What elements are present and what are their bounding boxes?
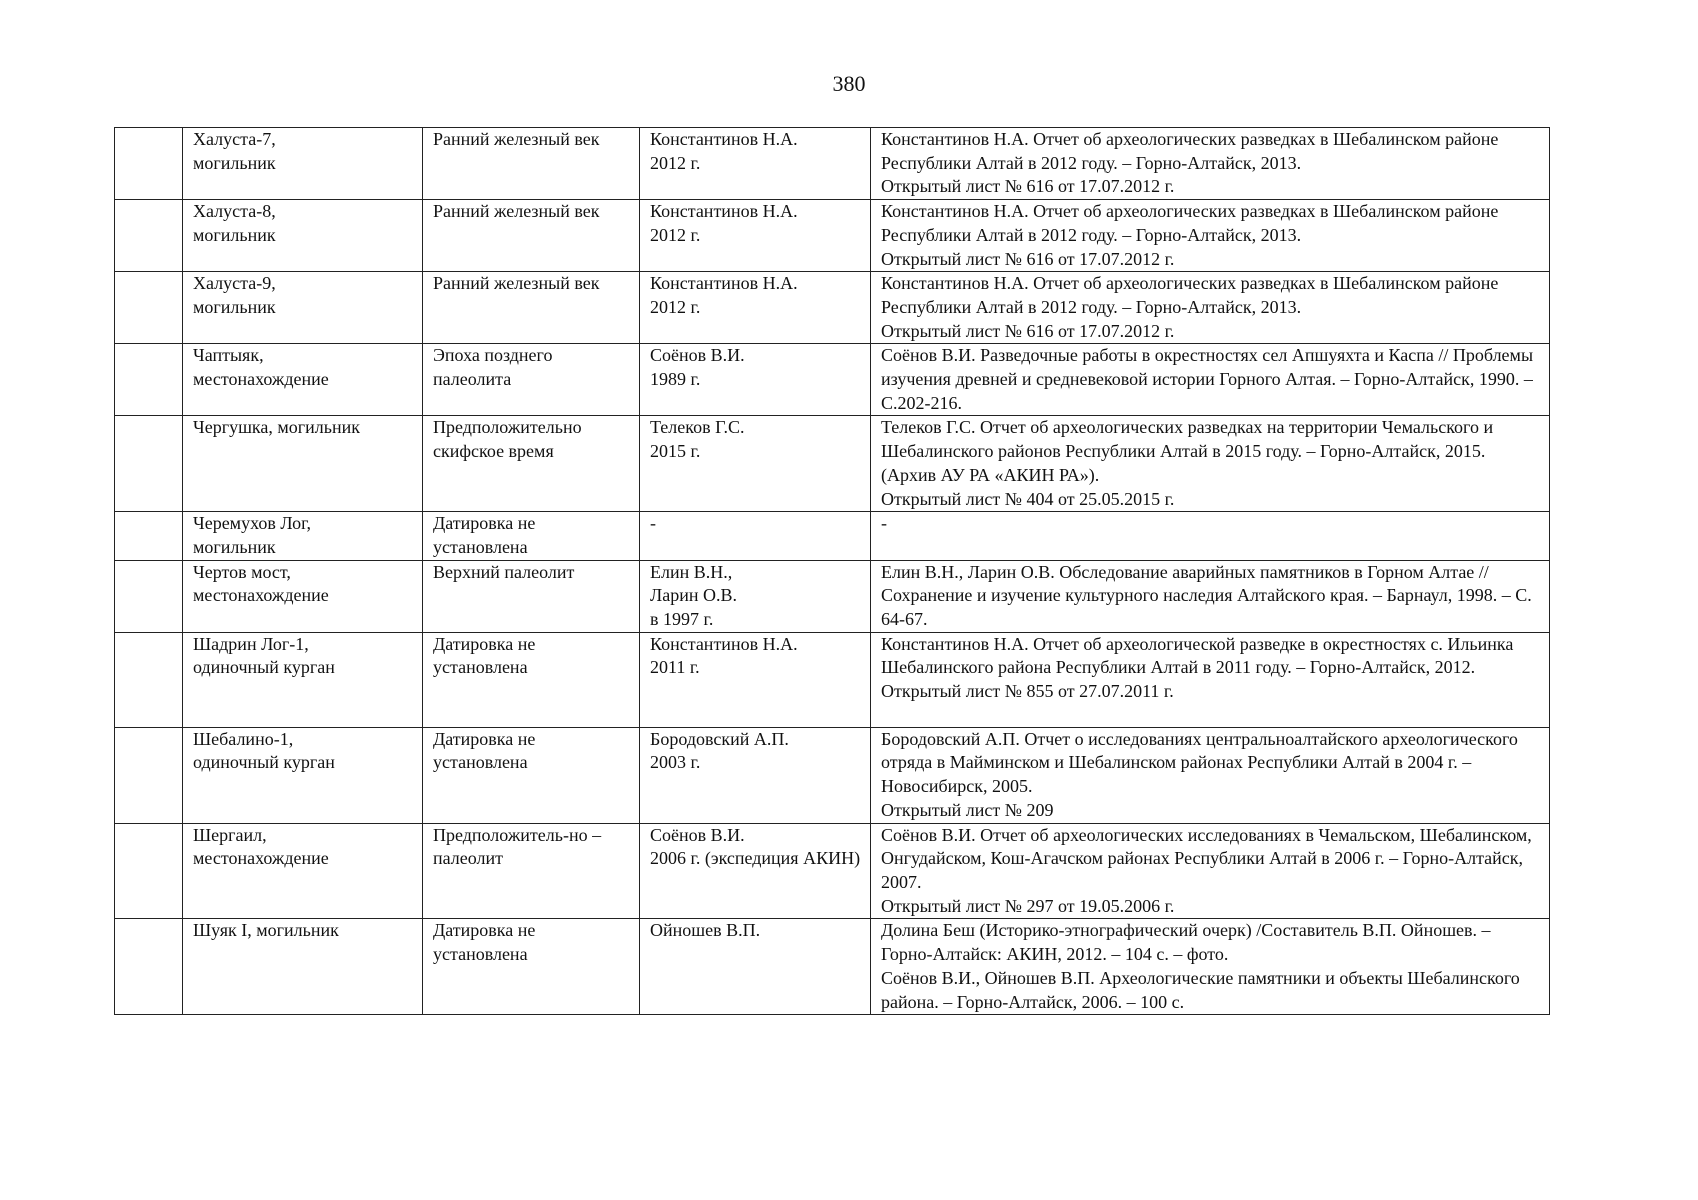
dating-cell: Эпоха позднего палеолита bbox=[423, 344, 640, 416]
row-number-cell bbox=[115, 560, 183, 632]
source-cell: Константинов Н.А. Отчет об археологических разведках в Шебалинском районе Республики Алтай в 2012 году. – Горно-Алтайск, 2013. Открытый лист № 616 от 17.07.2012 г. bbox=[871, 200, 1550, 272]
table-row bbox=[115, 416, 1550, 512]
row-number-cell bbox=[115, 344, 183, 416]
dating-cell: Датировка не установлена bbox=[423, 512, 640, 560]
table-row bbox=[115, 512, 1550, 560]
row-number-cell bbox=[115, 823, 183, 919]
monument-name-cell: Шергаил, местонахождение bbox=[183, 823, 423, 919]
monuments-table bbox=[114, 127, 1550, 1015]
table-row bbox=[115, 128, 1550, 200]
dating-cell: Датировка не установлена bbox=[423, 727, 640, 823]
row-number-cell bbox=[115, 919, 183, 1015]
researcher-cell: Константинов Н.А. 2012 г. bbox=[640, 128, 871, 200]
dating-cell: Предположитель-но – палеолит bbox=[423, 823, 640, 919]
table-row bbox=[115, 344, 1550, 416]
monument-name-cell: Чаптыяк, местонахождение bbox=[183, 344, 423, 416]
table-row bbox=[115, 823, 1550, 919]
researcher-cell: Бородовский А.П. 2003 г. bbox=[640, 727, 871, 823]
table-row bbox=[115, 560, 1550, 632]
researcher-cell: Константинов Н.А. 2012 г. bbox=[640, 200, 871, 272]
researcher-cell: Елин В.Н., Ларин О.В. в 1997 г. bbox=[640, 560, 871, 632]
monument-name-cell: Шебалино-1, одиночный курган bbox=[183, 727, 423, 823]
monument-name-cell: Шадрин Лог-1, одиночный курган bbox=[183, 632, 423, 727]
source-cell: Соёнов В.И. Отчет об археологических исследованиях в Чемальском, Шебалинском, Онгудайском, Кош-Агачском районах Республики Алтай в 2006 г. – Горно-Алтайск, 2007. Открытый лист № 297 от 19.05.2006 г. bbox=[871, 823, 1550, 919]
monument-name-cell: Чергушка, могильник bbox=[183, 416, 423, 512]
table-row bbox=[115, 272, 1550, 344]
source-cell: Константинов Н.А. Отчет об археологической разведке в окрестностях с. Ильинка Шебалинского района Республики Алтай в 2011 году. – Горно-Алтайск, 2012. Открытый лист № 855 от 27.07.2011 г. bbox=[871, 632, 1550, 727]
monument-name-cell: Черемухов Лог, могильник bbox=[183, 512, 423, 560]
researcher-cell: - bbox=[640, 512, 871, 560]
source-cell: Телеков Г.С. Отчет об археологических разведках на территории Чемальского и Шебалинского районов Республики Алтай в 2015 году. – Горно-Алтайск, 2015. (Архив АУ РА «АКИН РА»). Открытый лист № 404 от 25.05.2015 г. bbox=[871, 416, 1550, 512]
monument-name-cell: Шуяк I, могильник bbox=[183, 919, 423, 1015]
researcher-cell: Соёнов В.И. 1989 г. bbox=[640, 344, 871, 416]
source-cell: - bbox=[871, 512, 1550, 560]
row-number-cell bbox=[115, 200, 183, 272]
dating-cell: Ранний железный век bbox=[423, 200, 640, 272]
row-number-cell bbox=[115, 416, 183, 512]
dating-cell: Датировка не установлена bbox=[423, 632, 640, 727]
researcher-cell: Константинов Н.А. 2012 г. bbox=[640, 272, 871, 344]
row-number-cell bbox=[115, 632, 183, 727]
monument-name-cell: Халуста-8, могильник bbox=[183, 200, 423, 272]
source-cell: Бородовский А.П. Отчет о исследованиях центральноалтайского археологического отряда в Майминском и Шебалинском районах Республики Алтай в 2004 г. – Новосибирск, 2005. Открытый лист № 209 bbox=[871, 727, 1550, 823]
dating-cell: Предположительно скифское время bbox=[423, 416, 640, 512]
source-cell: Константинов Н.А. Отчет об археологических разведках в Шебалинском районе Республики Алтай в 2012 году. – Горно-Алтайск, 2013. Открытый лист № 616 от 17.07.2012 г. bbox=[871, 272, 1550, 344]
researcher-cell: Телеков Г.С. 2015 г. bbox=[640, 416, 871, 512]
researcher-cell: Ойношев В.П. bbox=[640, 919, 871, 1015]
researcher-cell: Соёнов В.И. 2006 г. (экспедиция АКИН) bbox=[640, 823, 871, 919]
dating-cell: Верхний палеолит bbox=[423, 560, 640, 632]
dating-cell: Ранний железный век bbox=[423, 272, 640, 344]
source-cell: Константинов Н.А. Отчет об археологических разведках в Шебалинском районе Республики Алтай в 2012 году. – Горно-Алтайск, 2013. Открытый лист № 616 от 17.07.2012 г. bbox=[871, 128, 1550, 200]
monument-name-cell: Халуста-7, могильник bbox=[183, 128, 423, 200]
source-cell: Соёнов В.И. Разведочные работы в окрестностях сел Апшуяхта и Каспа // Проблемы изучения древней и средневековой истории Горного Алтая. – Горно-Алтайск, 1990. – С.202-216. bbox=[871, 344, 1550, 416]
row-number-cell bbox=[115, 128, 183, 200]
dating-cell: Датировка не установлена bbox=[423, 919, 640, 1015]
table-row bbox=[115, 919, 1550, 1015]
source-cell: Елин В.Н., Ларин О.В. Обследование аварийных памятников в Горном Алтае // Сохранение и изучение культурного наследия Алтайского края. – Барнаул, 1998. – С. 64-67. bbox=[871, 560, 1550, 632]
table-row bbox=[115, 727, 1550, 823]
dating-cell: Ранний железный век bbox=[423, 128, 640, 200]
table-row bbox=[115, 632, 1550, 727]
row-number-cell bbox=[115, 272, 183, 344]
researcher-cell: Константинов Н.А. 2011 г. bbox=[640, 632, 871, 727]
page-number: 380 bbox=[832, 71, 866, 96]
source-cell: Долина Беш (Историко-этнографический очерк) /Составитель В.П. Ойношев. – Горно-Алтайск: АКИН, 2012. – 104 с. – фото. Соёнов В.И., Ойношев В.П. Археологические памятники и объекты Шебалинского района. – Горно-Алтайск, 2006. – 100 с. bbox=[871, 919, 1550, 1015]
monument-name-cell: Халуста-9, могильник bbox=[183, 272, 423, 344]
table-row bbox=[115, 200, 1550, 272]
row-number-cell bbox=[115, 512, 183, 560]
monument-name-cell: Чертов мост, местонахождение bbox=[183, 560, 423, 632]
row-number-cell bbox=[115, 727, 183, 823]
